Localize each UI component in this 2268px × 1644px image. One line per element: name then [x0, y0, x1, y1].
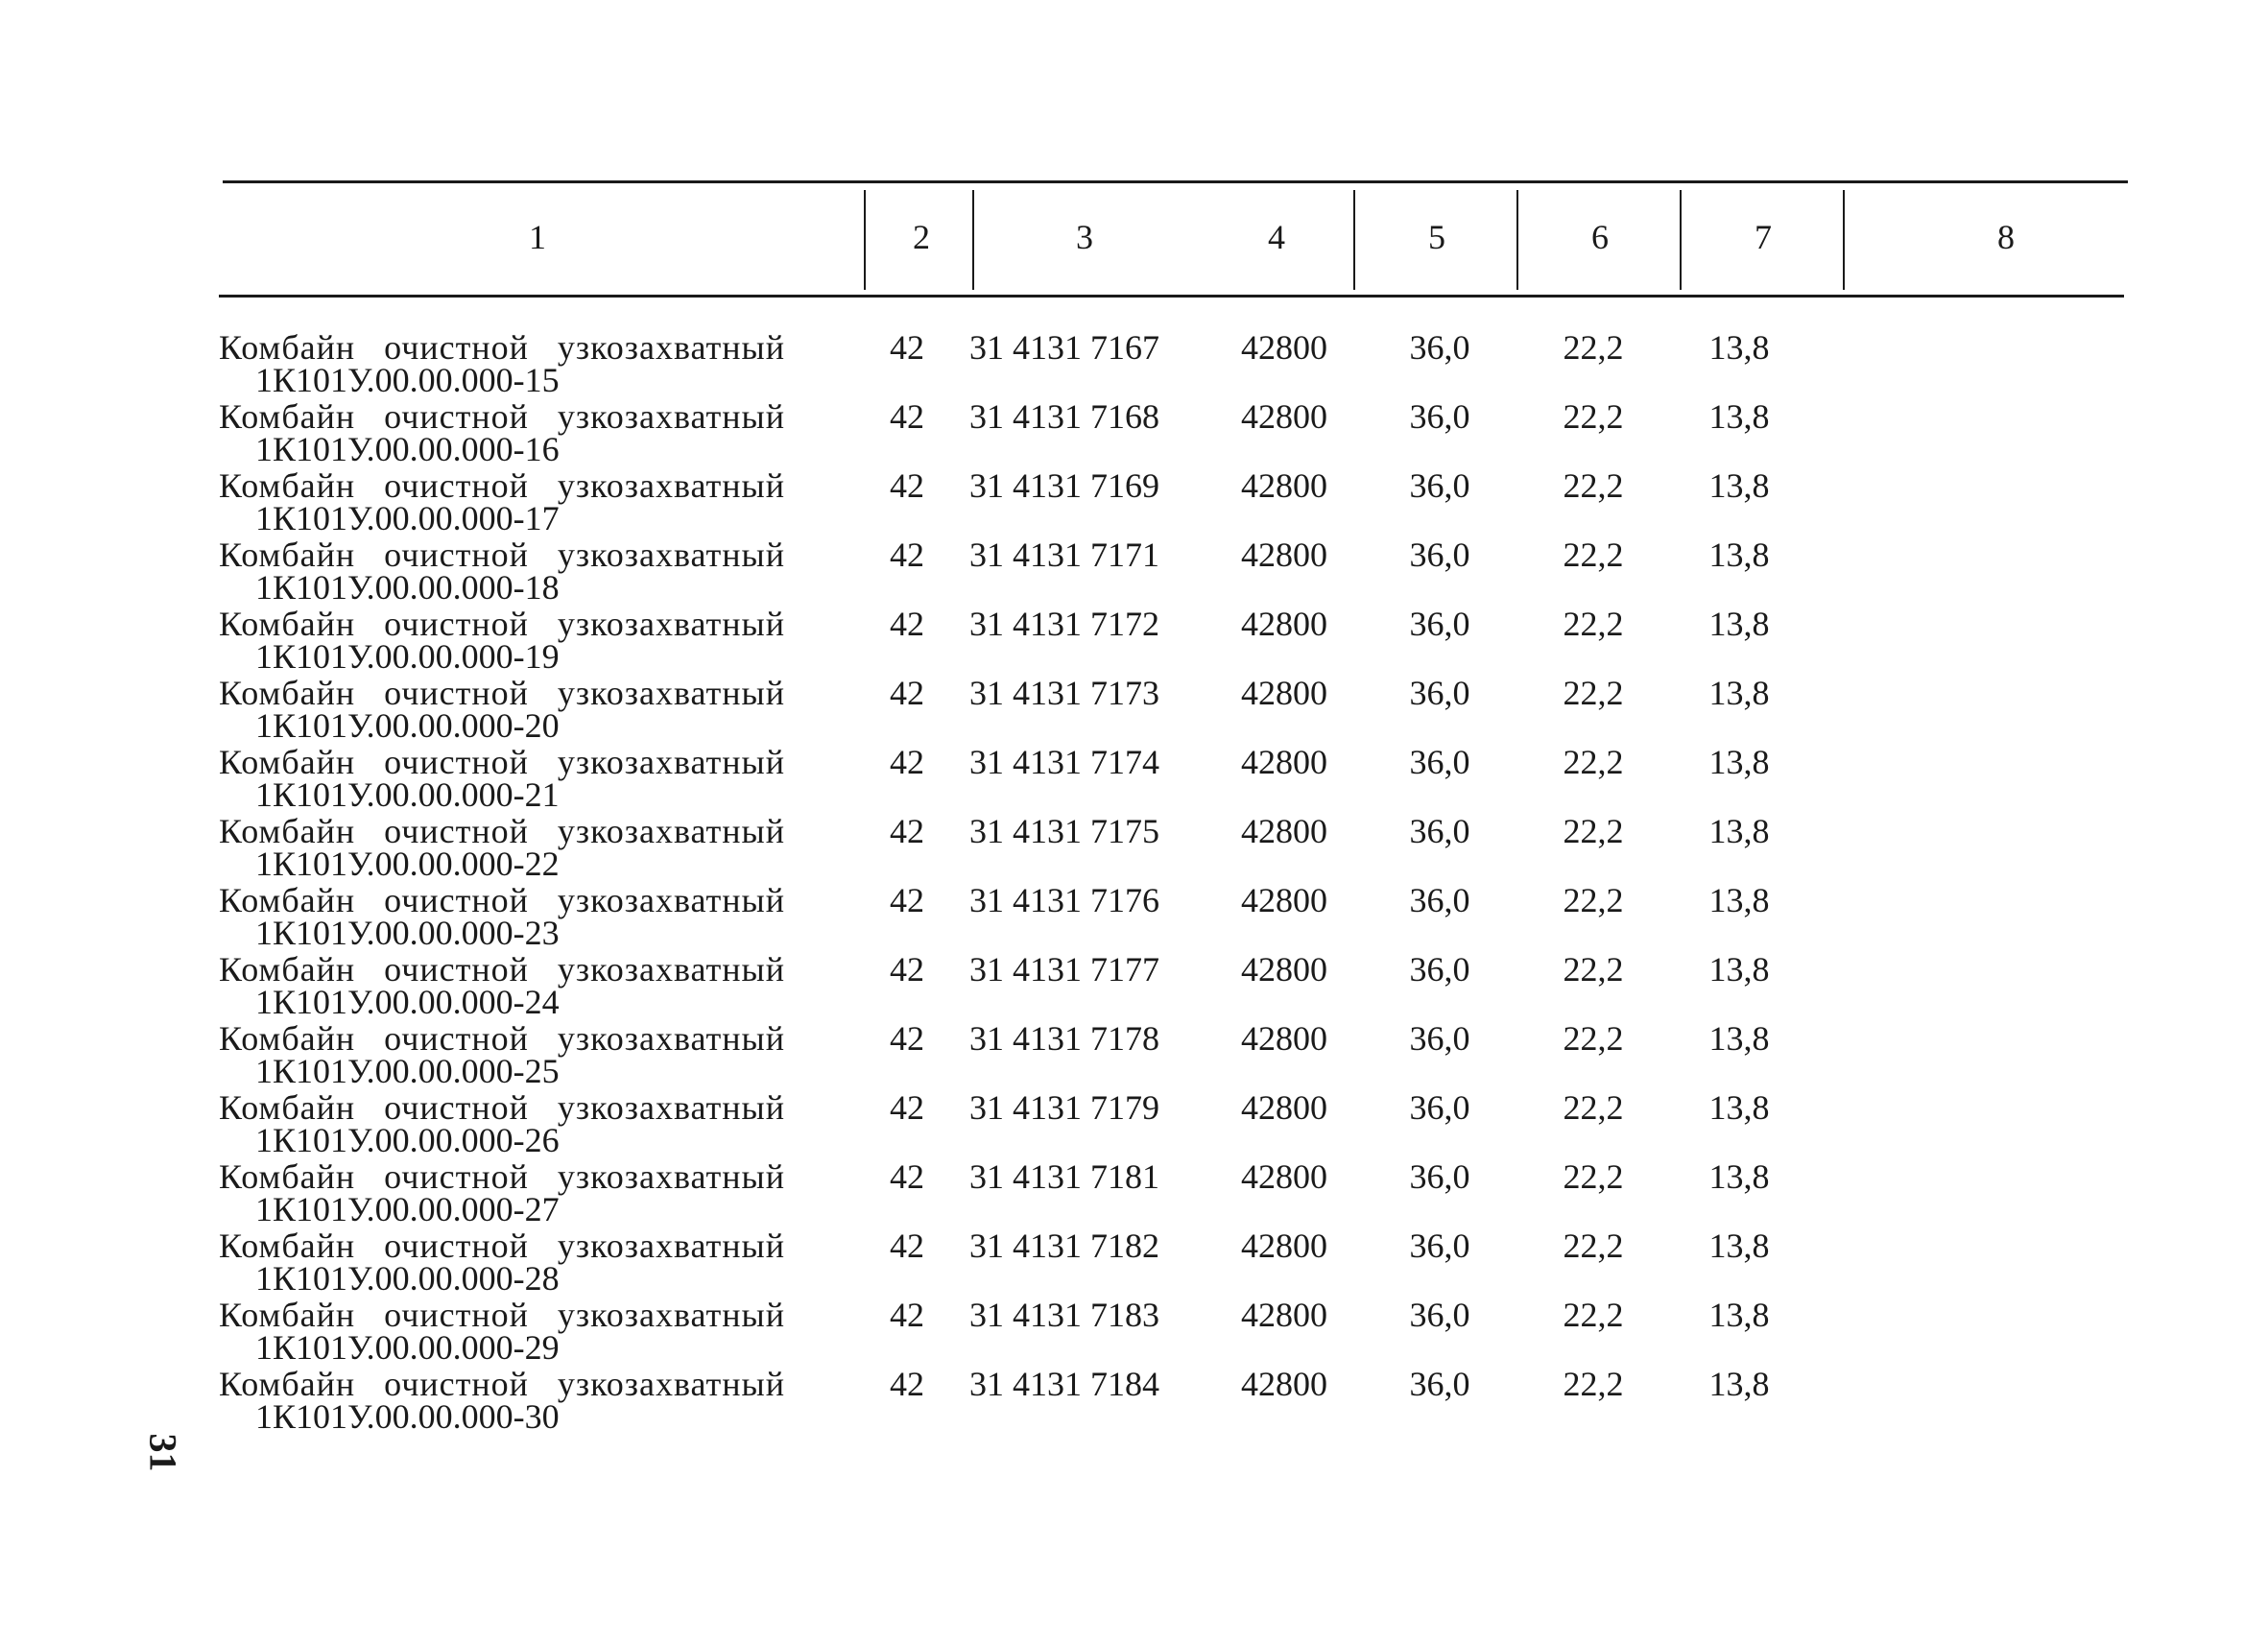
column-header: 4	[1268, 218, 1285, 256]
table-cell-col-2: 42	[890, 1365, 924, 1403]
table-cell-col-6: 22,2	[1563, 1088, 1624, 1127]
table-cell-col-7: 13,8	[1708, 536, 1770, 574]
product-name: Комбайн очистной узкозахватный	[219, 950, 785, 989]
table-row	[0, 605, 2268, 677]
table-cell-col-2: 42	[890, 536, 924, 574]
product-name: Комбайн очистной узкозахватный	[219, 812, 785, 850]
table-cell-col-2: 42	[890, 1157, 924, 1196]
table-cell-col-7: 13,8	[1708, 674, 1770, 712]
table-cell-col-3: 31 4131 7176	[969, 881, 1159, 919]
product-name-cell	[219, 605, 785, 676]
table-cell-col-2: 42	[890, 674, 924, 712]
product-model: 1К101У.00.00.000-20	[255, 706, 560, 745]
table-row	[0, 674, 2268, 746]
table-cell-col-4: 42800	[1241, 1296, 1327, 1334]
table-cell-col-5: 36,0	[1409, 881, 1470, 919]
table-cell-col-6: 22,2	[1563, 881, 1624, 919]
table-cell-col-4: 42800	[1241, 743, 1327, 781]
product-name-cell	[219, 1088, 785, 1159]
product-name-cell	[219, 1365, 785, 1436]
product-name: Комбайн очистной узкозахватный	[219, 1296, 785, 1334]
table-cell-col-2: 42	[890, 397, 924, 436]
table-cell-col-7: 13,8	[1708, 1157, 1770, 1196]
table-cell-col-5: 36,0	[1409, 328, 1470, 367]
product-name: Комбайн очистной узкозахватный	[219, 743, 785, 781]
table-cell-col-5: 36,0	[1409, 1365, 1470, 1403]
table-cell-col-4: 42800	[1241, 605, 1327, 643]
product-name: Комбайн очистной узкозахватный	[219, 1088, 785, 1127]
table-row	[0, 1365, 2268, 1437]
product-name: Комбайн очистной узкозахватный	[219, 881, 785, 919]
table-cell-col-3: 31 4131 7167	[969, 328, 1159, 367]
product-name-cell	[219, 1157, 785, 1228]
product-name-cell	[219, 1296, 785, 1367]
table-cell-col-4: 42800	[1241, 466, 1327, 505]
product-model: 1К101У.00.00.000-27	[255, 1190, 560, 1228]
product-name: Комбайн очистной узкозахватный	[219, 674, 785, 712]
table-cell-col-7: 13,8	[1708, 397, 1770, 436]
table-cell-col-5: 36,0	[1409, 397, 1470, 436]
table-cell-col-3: 31 4131 7171	[969, 536, 1159, 574]
table-cell-col-7: 13,8	[1708, 1365, 1770, 1403]
table-cell-col-2: 42	[890, 881, 924, 919]
table-cell-col-6: 22,2	[1563, 605, 1624, 643]
table-cell-col-5: 36,0	[1409, 1019, 1470, 1058]
product-name-cell	[219, 1019, 785, 1090]
table-row	[0, 1088, 2268, 1160]
table-row	[0, 397, 2268, 469]
table-top-rule	[223, 180, 2128, 183]
table-cell-col-4: 42800	[1241, 1088, 1327, 1127]
table-cell-col-2: 42	[890, 328, 924, 367]
column-header: 5	[1428, 218, 1445, 256]
table-cell-col-7: 13,8	[1708, 1088, 1770, 1127]
table-cell-col-3: 31 4131 7169	[969, 466, 1159, 505]
column-header: 2	[913, 218, 930, 256]
table-cell-col-7: 13,8	[1708, 466, 1770, 505]
table-cell-col-6: 22,2	[1563, 743, 1624, 781]
product-name-cell	[219, 466, 785, 537]
table-cell-col-2: 42	[890, 466, 924, 505]
product-name-cell	[219, 950, 785, 1021]
product-model: 1К101У.00.00.000-17	[255, 499, 560, 537]
table-cell-col-6: 22,2	[1563, 536, 1624, 574]
table-row	[0, 881, 2268, 953]
table-cell-col-3: 31 4131 7181	[969, 1157, 1159, 1196]
column-divider	[972, 190, 974, 290]
product-name: Комбайн очистной узкозахватный	[219, 328, 785, 367]
page-number: 31	[141, 1433, 185, 1472]
table-cell-col-5: 36,0	[1409, 605, 1470, 643]
table-cell-col-3: 31 4131 7173	[969, 674, 1159, 712]
table-cell-col-3: 31 4131 7174	[969, 743, 1159, 781]
table-cell-col-3: 31 4131 7184	[969, 1365, 1159, 1403]
table-cell-col-4: 42800	[1241, 1157, 1327, 1196]
product-model: 1К101У.00.00.000-28	[255, 1259, 560, 1298]
table-cell-col-6: 22,2	[1563, 1365, 1624, 1403]
table-cell-col-3: 31 4131 7179	[969, 1088, 1159, 1127]
table-cell-col-6: 22,2	[1563, 812, 1624, 850]
table-cell-col-7: 13,8	[1708, 605, 1770, 643]
table-cell-col-2: 42	[890, 812, 924, 850]
table-cell-col-3: 31 4131 7182	[969, 1227, 1159, 1265]
table-cell-col-2: 42	[890, 950, 924, 989]
product-name-cell	[219, 536, 785, 607]
product-name-cell	[219, 674, 785, 745]
table-row	[0, 328, 2268, 400]
table-cell-col-4: 42800	[1241, 674, 1327, 712]
table-cell-col-7: 13,8	[1708, 743, 1770, 781]
product-model: 1К101У.00.00.000-29	[255, 1328, 560, 1367]
table-cell-col-5: 36,0	[1409, 466, 1470, 505]
table-row	[0, 1296, 2268, 1368]
column-divider	[1516, 190, 1518, 290]
product-name-cell	[219, 881, 785, 952]
column-header: 7	[1755, 218, 1772, 256]
table-cell-col-6: 22,2	[1563, 397, 1624, 436]
product-name-cell	[219, 812, 785, 883]
column-header: 1	[529, 218, 546, 256]
product-name-cell	[219, 328, 785, 399]
table-cell-col-2: 42	[890, 605, 924, 643]
table-cell-col-5: 36,0	[1409, 812, 1470, 850]
product-model: 1К101У.00.00.000-30	[255, 1397, 560, 1436]
table-cell-col-4: 42800	[1241, 950, 1327, 989]
table-cell-col-3: 31 4131 7168	[969, 397, 1159, 436]
table-cell-col-6: 22,2	[1563, 1019, 1624, 1058]
product-name: Комбайн очистной узкозахватный	[219, 605, 785, 643]
table-cell-col-2: 42	[890, 1296, 924, 1334]
table-cell-col-6: 22,2	[1563, 950, 1624, 989]
product-name: Комбайн очистной узкозахватный	[219, 1227, 785, 1265]
table-cell-col-3: 31 4131 7183	[969, 1296, 1159, 1334]
table-cell-col-6: 22,2	[1563, 328, 1624, 367]
column-header: 6	[1591, 218, 1609, 256]
table-cell-col-4: 42800	[1241, 881, 1327, 919]
product-name-cell	[219, 397, 785, 468]
table-cell-col-2: 42	[890, 1019, 924, 1058]
column-header: 8	[1997, 218, 2015, 256]
table-cell-col-5: 36,0	[1409, 743, 1470, 781]
table-body	[0, 328, 2268, 1437]
product-model: 1К101У.00.00.000-19	[255, 637, 560, 676]
table-cell-col-6: 22,2	[1563, 466, 1624, 505]
table-cell-col-2: 42	[890, 743, 924, 781]
table-cell-col-4: 42800	[1241, 536, 1327, 574]
table-cell-col-4: 42800	[1241, 1227, 1327, 1265]
product-model: 1К101У.00.00.000-21	[255, 775, 560, 814]
table-row	[0, 743, 2268, 815]
table-cell-col-4: 42800	[1241, 328, 1327, 367]
column-divider	[864, 190, 866, 290]
column-header: 3	[1076, 218, 1093, 256]
table-cell-col-6: 22,2	[1563, 1227, 1624, 1265]
table-cell-col-7: 13,8	[1708, 1019, 1770, 1058]
table-header-rule	[219, 295, 2124, 298]
product-name: Комбайн очистной узкозахватный	[219, 536, 785, 574]
table-cell-col-4: 42800	[1241, 1365, 1327, 1403]
table-cell-col-7: 13,8	[1708, 1296, 1770, 1334]
table-cell-col-5: 36,0	[1409, 1088, 1470, 1127]
table-cell-col-7: 13,8	[1708, 950, 1770, 989]
table-cell-col-7: 13,8	[1708, 328, 1770, 367]
table-row	[0, 538, 2268, 608]
product-model: 1К101У.00.00.000-26	[255, 1121, 560, 1159]
product-name: Комбайн очистной узкозахватный	[219, 1157, 785, 1196]
column-divider	[1680, 190, 1682, 290]
table-cell-col-4: 42800	[1241, 1019, 1327, 1058]
table-cell-col-5: 36,0	[1409, 674, 1470, 712]
table-row	[0, 812, 2268, 884]
table-cell-col-7: 13,8	[1708, 1227, 1770, 1265]
product-name: Комбайн очистной узкозахватный	[219, 1019, 785, 1058]
table-cell-col-5: 36,0	[1409, 1157, 1470, 1196]
product-model: 1К101У.00.00.000-23	[255, 914, 560, 952]
product-model: 1К101У.00.00.000-22	[255, 845, 560, 883]
product-model: 1К101У.00.00.000-24	[255, 983, 560, 1021]
product-name-cell	[219, 743, 785, 814]
product-model: 1К101У.00.00.000-18	[255, 568, 560, 607]
table-cell-col-5: 36,0	[1409, 1227, 1470, 1265]
table-row	[0, 466, 2268, 538]
table-cell-col-3: 31 4131 7175	[969, 812, 1159, 850]
table-row	[0, 1157, 2268, 1229]
column-divider	[1353, 190, 1355, 290]
table-cell-col-3: 31 4131 7172	[969, 605, 1159, 643]
table-cell-col-6: 22,2	[1563, 674, 1624, 712]
product-name-cell	[219, 1227, 785, 1298]
table-row	[0, 950, 2268, 1022]
table-cell-col-3: 31 4131 7178	[969, 1019, 1159, 1058]
table-cell-col-7: 13,8	[1708, 812, 1770, 850]
table-cell-col-4: 42800	[1241, 397, 1327, 436]
product-name: Комбайн очистной узкозахватный	[219, 1365, 785, 1403]
table-cell-col-2: 42	[890, 1088, 924, 1127]
column-divider	[1843, 190, 1845, 290]
table-row	[0, 1019, 2268, 1091]
table-cell-col-2: 42	[890, 1227, 924, 1265]
product-name: Комбайн очистной узкозахватный	[219, 397, 785, 436]
table-cell-col-3: 31 4131 7177	[969, 950, 1159, 989]
table-cell-col-5: 36,0	[1409, 1296, 1470, 1334]
table-row	[0, 1229, 2268, 1299]
product-model: 1К101У.00.00.000-15	[255, 361, 560, 399]
table-cell-col-5: 36,0	[1409, 536, 1470, 574]
table-cell-col-6: 22,2	[1563, 1157, 1624, 1196]
table-cell-col-5: 36,0	[1409, 950, 1470, 989]
table-cell-col-7: 13,8	[1708, 881, 1770, 919]
product-model: 1К101У.00.00.000-16	[255, 430, 560, 468]
table-cell-col-6: 22,2	[1563, 1296, 1624, 1334]
table-cell-col-4: 42800	[1241, 812, 1327, 850]
product-name: Комбайн очистной узкозахватный	[219, 466, 785, 505]
product-model: 1К101У.00.00.000-25	[255, 1052, 560, 1090]
